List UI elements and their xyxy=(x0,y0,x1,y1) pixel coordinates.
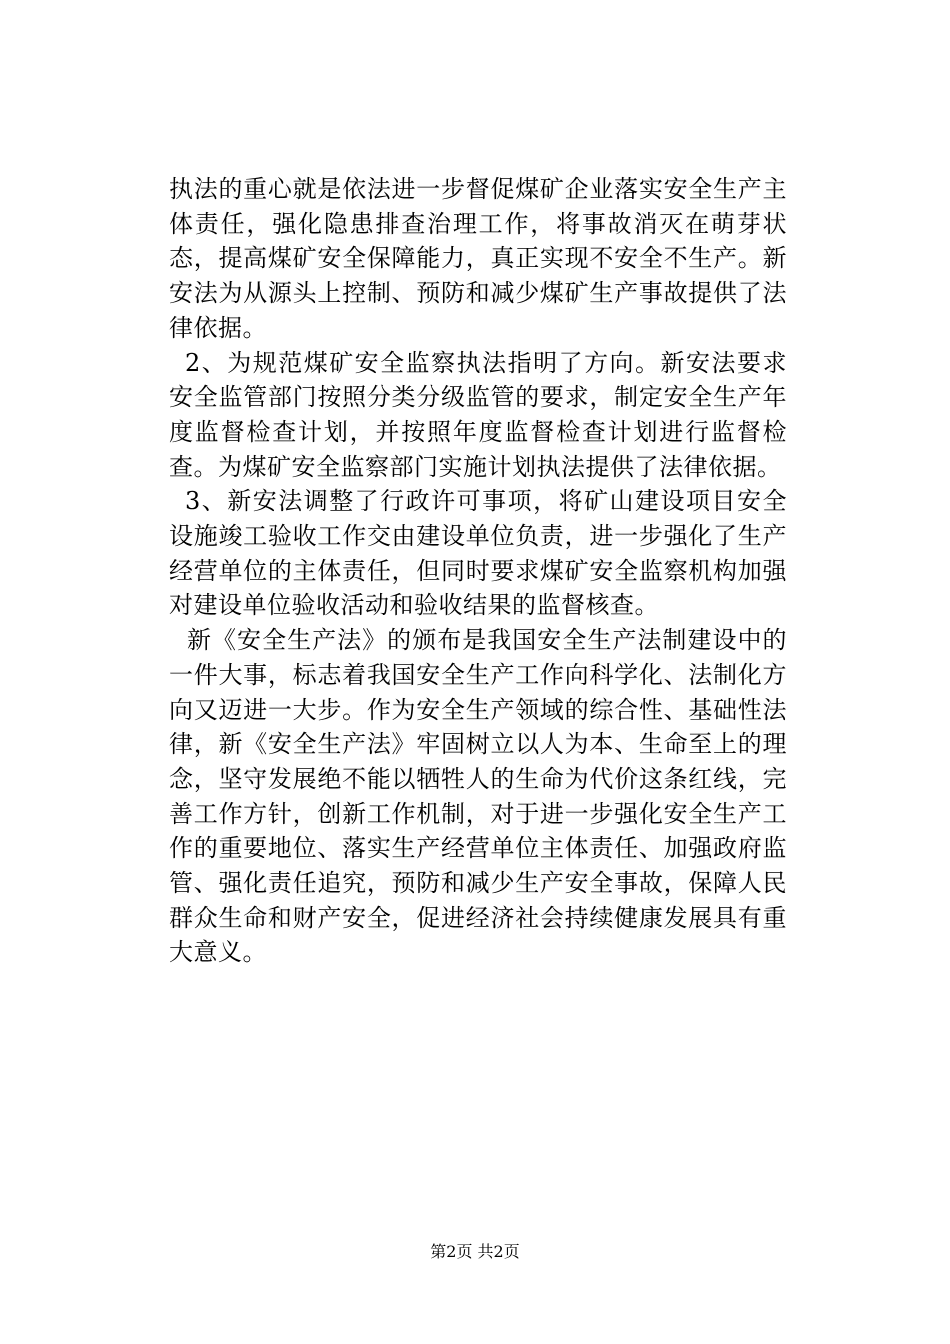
page-footer: 第2页 共2页 xyxy=(430,1242,520,1261)
paragraph-continuation: 执法的重心就是依法进一步督促煤矿企业落实安全生产主体责任，强化隐患排查治理工作，将事故消灭在萌芽状态，提高煤矿安全保障能力，真正实现不安全不生产。新安法为从源头上控制、预防和减少煤矿生产事故提供了法律依据。 xyxy=(169,175,787,342)
paragraph-conclusion: 新《安全生产法》的颁布是我国安全生产法制建设中的一件大事，标志着我国安全生产工作向科学化、法制化方向又迈进一大步。作为安全生产领域的综合性、基础性法律，新《安全生产法》牢固树立以人为本、生命至上的理念，坚守发展绝不能以牺牲人的生命为代价这条红线，完善工作方针，创新工作机制，对于进一步强化安全生产工作的重要地位、落实生产经营单位主体责任、加强政府监管、强化责任追究，预防和减少生产安全事故，保障人民群众生命和财产安全，促进经济社会持续健康发展具有重大意义。 xyxy=(169,626,787,967)
paragraph-point-2: 2、为规范煤矿安全监察执法指明了方向。新安法要求安全监管部门按照分类分级监管的要求，制定安全生产年度监督检查计划，并按照年度监督检查计划进行监督检查。为煤矿安全监察部门实施计划执法提供了法律依据。 xyxy=(169,348,787,481)
paragraph-point-3: 3、新安法调整了行政许可事项，将矿山建设项目安全设施竣工验收工作交由建设单位负责，进一步强化了生产经营单位的主体责任，但同时要求煤矿安全监察机构加强对建设单位验收活动和验收结果的监督核查。 xyxy=(169,487,787,620)
document-body xyxy=(169,172,787,970)
